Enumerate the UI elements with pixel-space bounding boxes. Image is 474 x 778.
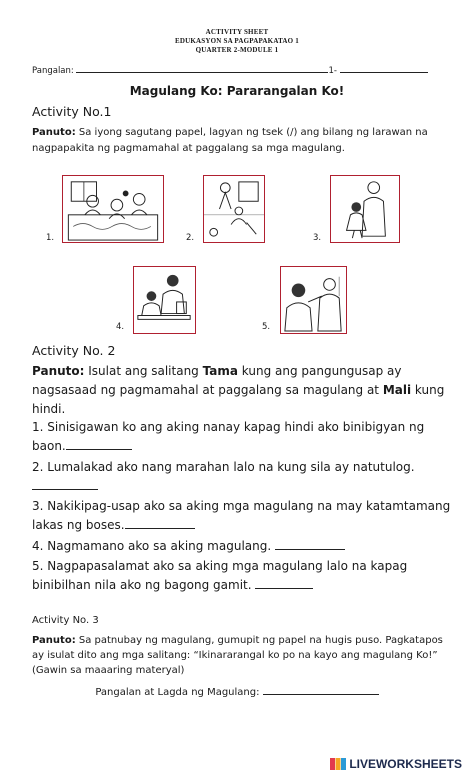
answer-blank[interactable] xyxy=(275,538,345,550)
header-line-3: QUARTER 2-MODULE 1 xyxy=(195,46,279,54)
instruction-text-part-2: kung ang pangungusap ay nagsasaad ng pagmamahal at paggalang sa magulang at xyxy=(32,364,402,397)
answer-blank[interactable] xyxy=(66,438,132,450)
keyword-tama: Tama xyxy=(202,364,238,378)
logo-text: LIVEWORKSHEETS xyxy=(349,757,462,771)
item-text: 1. Sinisigawan ko ang aking nanay kapag hindi ako binibigyan ng baon. xyxy=(32,420,425,453)
activity-1-instruction xyxy=(32,125,452,157)
list-item xyxy=(32,458,452,496)
signature-field[interactable] xyxy=(263,686,379,695)
name-field[interactable] xyxy=(76,65,328,73)
picture-number: 2. xyxy=(186,233,195,243)
keyword-mali: Mali xyxy=(382,383,412,397)
name-label: Pangalan: xyxy=(32,66,74,76)
item-text: 4. Nagmamano ako sa aking magulang. xyxy=(32,539,272,553)
activity-3-instruction xyxy=(32,633,452,678)
instruction-text: Sa iyong sagutang papel, lagyan ng tsek (/) ang bilang ng larawan na nagpapakita ng pagmamahal at paggalang sa mga magulang. xyxy=(32,127,428,154)
section-field[interactable] xyxy=(340,65,428,73)
instruction-text-part-1: Isulat ang salitang xyxy=(84,364,203,378)
name-row xyxy=(32,65,442,76)
answer-blank[interactable] xyxy=(125,517,195,529)
section-label: 1- xyxy=(328,66,337,76)
list-item xyxy=(32,418,452,456)
answer-blank[interactable] xyxy=(255,577,313,589)
mother-child-reading-picture xyxy=(133,266,196,334)
activity-2-instruction xyxy=(32,362,452,419)
page-title: Magulang Ko: Pararangalan Ko! xyxy=(129,84,345,98)
list-item xyxy=(32,557,452,595)
child-mano-picture xyxy=(280,266,347,334)
activity-3-heading: Activity No. 3 xyxy=(32,615,99,626)
instruction-label: Panuto: xyxy=(32,127,76,138)
picture-number: 3. xyxy=(313,233,322,243)
header-line-1: ACTIVITY SHEET xyxy=(205,28,269,36)
answer-blank[interactable] xyxy=(32,478,98,490)
liveworksheets-mark-icon xyxy=(330,756,346,772)
child-cleaning-picture xyxy=(203,175,265,243)
picture-number: 4. xyxy=(116,322,125,332)
instruction-text: Sa patnubay ng magulang, gumupit ng papel na hugis puso. Pagkatapos ay isulat dito ang mga salitang: “Ikinararangal ko po na kayo ang magulang Ko!” (Gawin sa maaaring materyal) xyxy=(32,635,443,676)
item-text: 2. Lumalakad ako nang marahan lalo na kung sila ay natutulog. xyxy=(32,460,415,474)
instruction-text-part-3: kung hindi. xyxy=(32,383,445,416)
instruction-label: Panuto: xyxy=(32,635,76,646)
picture-number: 5. xyxy=(262,322,271,332)
liveworksheets-logo xyxy=(330,756,462,772)
header-line-2: EDUKASYON SA PAGPAPAKATAO 1 xyxy=(175,37,299,45)
father-daughter-picture xyxy=(330,175,400,243)
instruction-label: Panuto: xyxy=(32,364,85,378)
signature-row xyxy=(0,686,474,698)
activity-1-heading: Activity No.1 xyxy=(32,104,112,119)
activity-2-heading: Activity No. 2 xyxy=(32,343,116,358)
family-bedside-picture xyxy=(62,175,164,243)
list-item xyxy=(32,537,452,556)
picture-number: 1. xyxy=(46,233,55,243)
signature-label: Pangalan at Lagda ng Magulang: xyxy=(95,687,260,698)
item-text: 5. Nagpapasalamat ako sa aking mga magulang lalo na kapag binibilhan nila ako ng bagong gamit. xyxy=(32,559,408,592)
item-text: 3. Nakikipag-usap ako sa aking mga magulang na may katamtamang lakas ng boses. xyxy=(32,499,451,532)
list-item xyxy=(32,497,452,535)
